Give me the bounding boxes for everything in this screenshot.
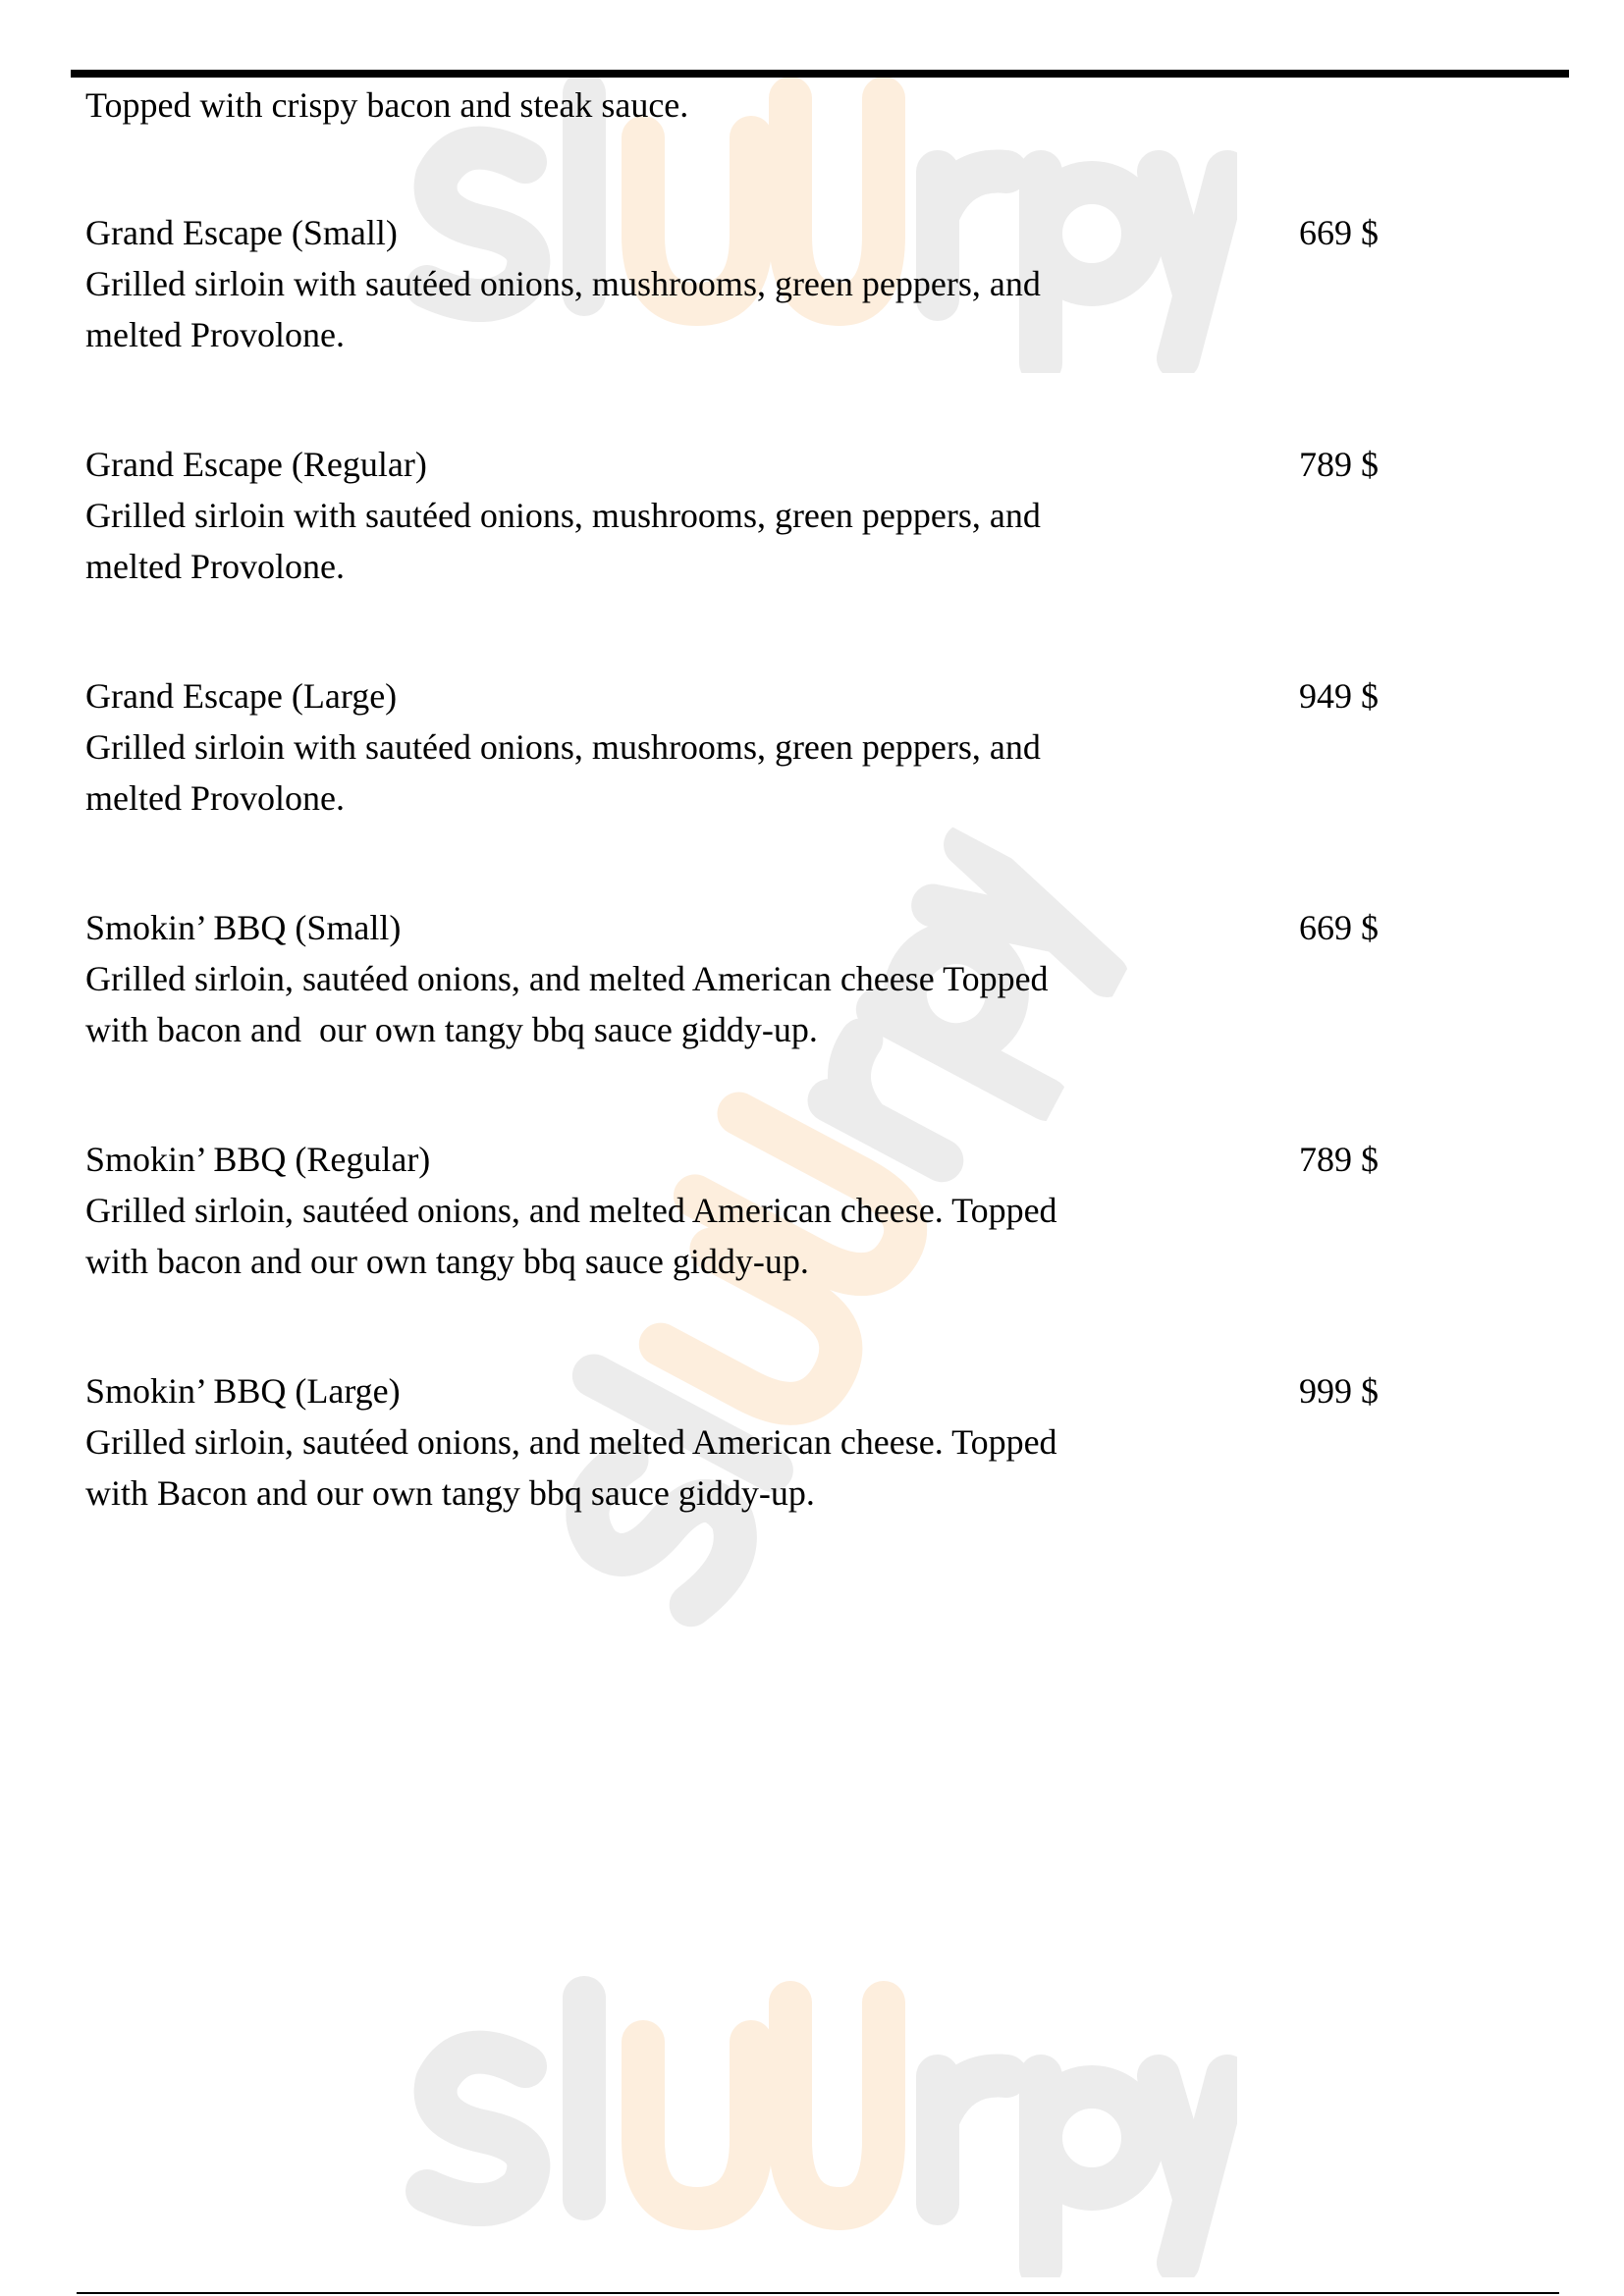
- item-price: 789 $: [1299, 1140, 1379, 1179]
- item-price: 669 $: [1299, 213, 1379, 252]
- item-name: Smokin’ BBQ (Large): [85, 1371, 401, 1411]
- item-name: Grand Escape (Large): [85, 676, 398, 716]
- bottom-rule: [77, 2292, 1559, 2294]
- item-description: Grilled sirloin, sautéed onions, and melted American cheese Topped: [85, 959, 1049, 998]
- item-description: Grilled sirloin with sautéed onions, mushrooms, green peppers, and: [85, 264, 1041, 303]
- continuation-text: Topped with crispy bacon and steak sauce.: [85, 85, 689, 125]
- item-description: Grilled sirloin with sautéed onions, mushrooms, green peppers, and: [85, 496, 1041, 535]
- item-price: 789 $: [1299, 445, 1379, 484]
- watermark-logo: [393, 1973, 1237, 2277]
- item-price: 949 $: [1299, 676, 1379, 716]
- item-description: melted Provolone.: [85, 547, 345, 586]
- item-description: melted Provolone.: [85, 778, 345, 818]
- item-description: Grilled sirloin with sautéed onions, mushrooms, green peppers, and: [85, 727, 1041, 767]
- item-name: Smokin’ BBQ (Small): [85, 908, 402, 947]
- item-name: Grand Escape (Regular): [85, 445, 427, 484]
- item-price: 669 $: [1299, 908, 1379, 947]
- item-description: Grilled sirloin, sautéed onions, and melted American cheese. Topped: [85, 1422, 1057, 1462]
- item-name: Grand Escape (Small): [85, 213, 398, 252]
- item-price: 999 $: [1299, 1371, 1379, 1411]
- item-description: Grilled sirloin, sautéed onions, and melted American cheese. Topped: [85, 1191, 1057, 1230]
- item-description: with bacon and our own tangy bbq sauce giddy-up.: [85, 1242, 809, 1281]
- item-description: melted Provolone.: [85, 315, 345, 354]
- item-description: with Bacon and our own tangy bbq sauce giddy-up.: [85, 1473, 815, 1513]
- top-rule: [71, 70, 1569, 78]
- item-name: Smokin’ BBQ (Regular): [85, 1140, 431, 1179]
- item-description: with bacon and our own tangy bbq sauce giddy-up.: [85, 1010, 818, 1049]
